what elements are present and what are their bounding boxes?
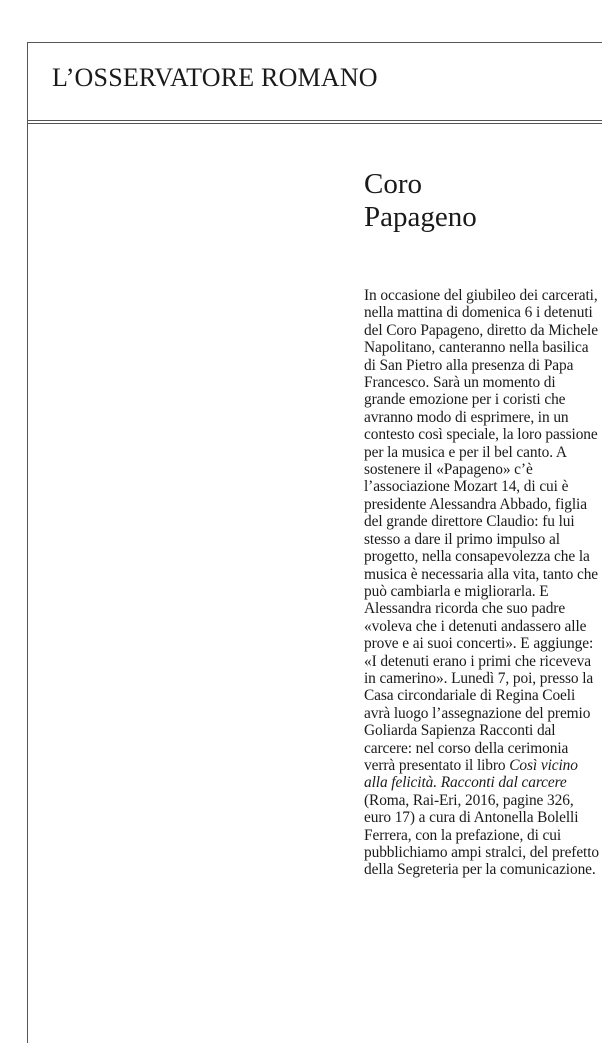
article-body-text-1: In occasione del giubileo dei carcerati, nella mattina di domenica 6 i detenuti del Coro Papageno, diretto da Michele Napolitano, canteranno nella basilica di San Pietro alla presenza di Papa Francesco. Sarà un momento di grande emozione per i coristi che avranno modo di esprimere, in un contesto così speciale, la loro passione per la musica e per il bel canto. A sostenere il «Papageno» c’è l’associazione Mozart 14, di cui è presidente Alessandra Abbado, figlia del grande direttore Claudio: fu lui stesso a dare il primo impulso al progetto, nella consapevolezza che la musica è necessaria alla vita, tanto che può cambiarla e migliorarla. E Alessandra ricorda che suo padre «voleva che i detenuti andassero alle prove e ai suoi concerti». E aggiunge: «I detenuti erano i primi che riceveva in camerino». Lunedì 7, poi, presso la Casa circondariale di Regina Coeli avrà luogo l’assegnazione del premio Goliarda Sapienza Racconti dal carcere: nel corso della cerimonia verrà presentato il libro — [364, 287, 599, 774]
article-body-text-2: (Roma, Rai-Eri, 2016, pagine 326, euro 17) a cura di Antonella Bolelli Ferrera, con la prefazione, di cui pubblichiamo ampi stralci, del prefetto della Segreteria per la comunicazione. — [364, 791, 600, 879]
headline-line-2: Papageno — [364, 201, 477, 233]
article-headline — [364, 168, 594, 234]
masthead-divider — [27, 123, 602, 124]
headline-line-1: Coro — [364, 168, 422, 200]
book-title: Così vicino alla felicità. Racconti dal carcere — [364, 756, 578, 792]
newspaper-title: L’OSSERVATORE ROMANO — [52, 63, 378, 92]
article-body — [364, 287, 600, 879]
